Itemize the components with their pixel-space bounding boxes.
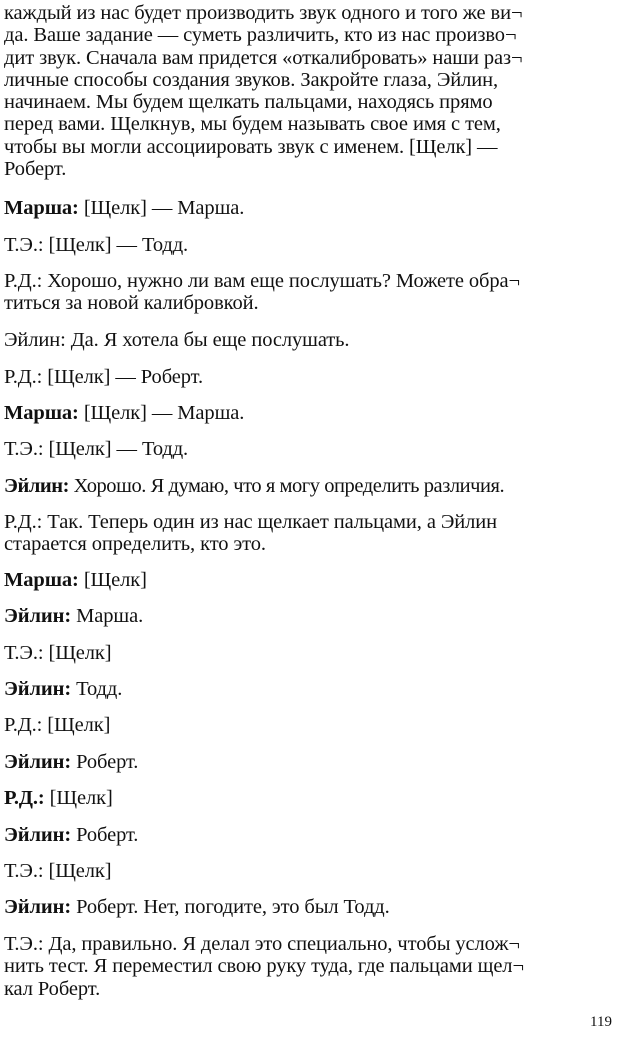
dialogue-text: Т.Э.: [Щелк] — Тодд. bbox=[4, 234, 189, 256]
dialogue-line bbox=[4, 569, 147, 591]
dialogue-line bbox=[4, 475, 504, 497]
dialogue-line bbox=[4, 751, 138, 773]
dialogue-line bbox=[4, 642, 112, 664]
dialogue-text: Т.Э.: Да, правильно. Я делал это специально, чтобы услож¬ bbox=[4, 933, 520, 955]
dialogue-text: Эйлин: Да. Я хотела бы еще послушать. bbox=[4, 329, 350, 351]
dialogue-line bbox=[4, 329, 349, 351]
dialogue-text: Т.Э.: [Щелк] — Тодд. bbox=[4, 438, 189, 460]
dialogue-paragraph bbox=[4, 511, 616, 556]
intro-line: дит звук. Сначала вам придется «откалибровать» наши раз¬ bbox=[4, 46, 523, 69]
speaker-name: Эйлин: bbox=[4, 751, 72, 773]
dialogue-line bbox=[4, 438, 188, 460]
dialogue-text: Роберт. bbox=[71, 751, 139, 773]
speaker-name: Марша: bbox=[4, 197, 79, 219]
dialogue-line bbox=[4, 860, 112, 882]
dialogue-line bbox=[4, 824, 138, 846]
speaker-name: Марша: bbox=[4, 569, 79, 591]
dialogue-text: нить тест. Я переместил свою руку туда, где пальцами щел¬ bbox=[4, 955, 524, 978]
speaker-name: Эйлин: bbox=[4, 605, 72, 627]
dialogue-text: титься за новой калибровкой. bbox=[4, 292, 259, 315]
dialogue-text: Тодд. bbox=[71, 678, 123, 700]
dialogue-text: Т.Э.: [Щелк] bbox=[4, 642, 112, 664]
dialogue-text: [Щелк] bbox=[44, 787, 113, 809]
intro-line: перед вами. Щелкнув, мы будем называть свое имя с тем, bbox=[4, 113, 501, 136]
speaker-name: Р.Д.: bbox=[4, 787, 45, 809]
intro-line: чтобы вы могли ассоциировать звук с именем. [Щелк] — bbox=[4, 135, 498, 158]
dialogue-text: Хорошо. Я думаю, что я могу определить различия. bbox=[68, 475, 505, 497]
intro-line: начинаем. Мы будем щелкать пальцами, находясь прямо bbox=[4, 91, 493, 114]
speaker-name: Эйлин: bbox=[4, 896, 72, 918]
dialogue-text: Марша. bbox=[71, 605, 144, 627]
dialogue-line bbox=[4, 402, 244, 424]
dialogue-text: Р.Д.: Хорошо, нужно ли вам еще послушать? Можете обра¬ bbox=[4, 270, 520, 292]
speaker-name: Эйлин: bbox=[4, 824, 72, 846]
dialogue-text: [Щелк] bbox=[78, 569, 147, 591]
dialogue-line bbox=[4, 197, 244, 219]
dialogue-text: Р.Д.: [Щелк] — Роберт. bbox=[4, 366, 203, 388]
dialogue-text: Т.Э.: [Щелк] bbox=[4, 860, 112, 882]
dialogue-line bbox=[4, 714, 110, 736]
intro-line: личные способы создания звуков. Закройте глаза, Эйлин, bbox=[4, 68, 499, 91]
dialogue-text: Р.Д.: [Щелк] bbox=[4, 714, 111, 736]
dialogue-paragraph bbox=[4, 933, 616, 1000]
speaker-name: Эйлин: bbox=[4, 678, 72, 700]
intro-paragraph bbox=[4, 2, 616, 180]
dialogue-text: Роберт. bbox=[71, 824, 139, 846]
dialogue-text: [Щелк] — Марша. bbox=[78, 402, 245, 424]
dialogue-line bbox=[4, 605, 143, 627]
dialogue-line bbox=[4, 234, 188, 256]
dialogue-paragraph bbox=[4, 270, 616, 315]
dialogue-line bbox=[4, 366, 203, 388]
page-number: 119 bbox=[590, 1014, 612, 1030]
dialogue-text: Роберт. Нет, погодите, это был Тодд. bbox=[71, 896, 390, 918]
intro-line: Роберт. bbox=[4, 158, 67, 181]
dialogue-text: [Щелк] — Марша. bbox=[78, 197, 245, 219]
speaker-name: Марша: bbox=[4, 402, 79, 424]
intro-line: каждый из нас будет производить звук одного и того же ви¬ bbox=[4, 2, 523, 24]
dialogue-text: кал Роберт. bbox=[4, 977, 101, 1000]
dialogue-line bbox=[4, 787, 113, 809]
dialogue-text: старается определить, кто это. bbox=[4, 533, 266, 556]
speaker-name: Эйлин: bbox=[4, 475, 69, 497]
intro-line: да. Ваше задание — суметь различить, кто из нас произво¬ bbox=[4, 24, 517, 47]
dialogue-text: Р.Д.: Так. Теперь один из нас щелкает пальцами, а Эйлин bbox=[4, 511, 498, 533]
dialogue-line bbox=[4, 678, 122, 700]
dialogue-line bbox=[4, 896, 390, 918]
